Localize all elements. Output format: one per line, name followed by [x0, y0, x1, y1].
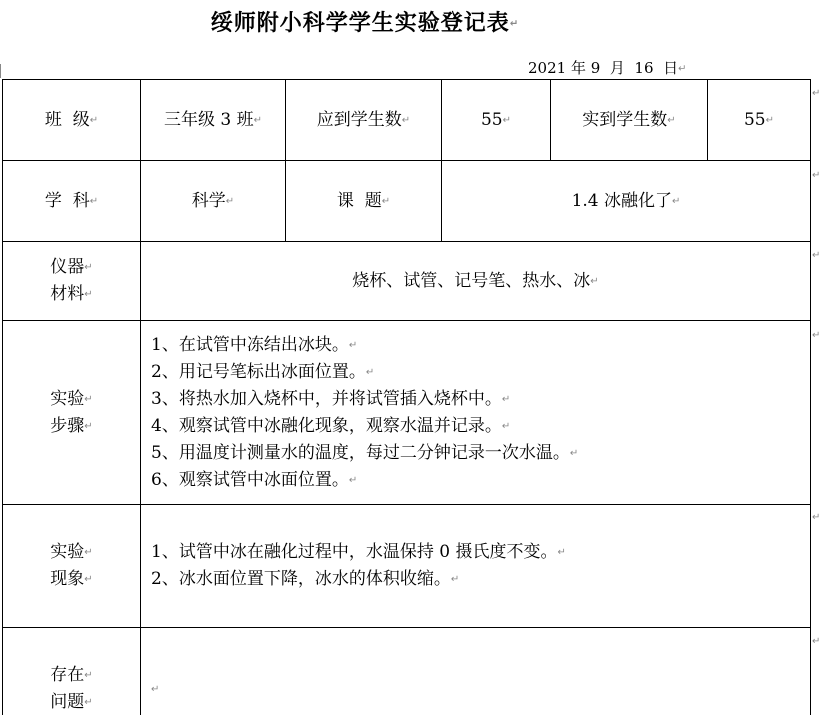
materials-label-cell	[2, 241, 141, 321]
materials-label-line1: 仪器	[50, 257, 85, 277]
topic-value-cell	[441, 160, 811, 242]
form-title-text: 绥师附小科学学生实验登记表	[210, 11, 510, 36]
list-item	[151, 386, 510, 413]
step-text: 3、将热水加入烧杯中，并将试管插入烧杯中。	[151, 388, 502, 409]
paragraph-mark-icon: ↵	[450, 574, 460, 585]
paragraph-mark-icon: ↵	[590, 275, 599, 287]
subject-value: 科学	[191, 190, 226, 211]
margin-tick	[0, 64, 1, 78]
paragraph-mark-icon: ↵	[84, 574, 93, 585]
list-item	[151, 440, 578, 467]
class-label-cell	[2, 79, 141, 161]
list-item	[151, 467, 357, 494]
expected-students-value: 55	[480, 109, 503, 130]
phenomenon-text: 2、冰水面位置下降，冰水的体积收缩。	[151, 569, 451, 589]
paragraph-mark-icon: ↵	[365, 366, 375, 378]
list-item	[151, 332, 357, 359]
paragraph-mark-icon: ↵	[253, 114, 262, 126]
phenomena-label-cell	[2, 504, 141, 628]
record-date	[528, 57, 686, 78]
row-end-mark-icon: ↵	[812, 330, 821, 341]
actual-students-label: 实到学生数	[582, 109, 668, 130]
materials-label-line2: 材料	[50, 284, 85, 304]
phenomenon-text: 1、试管中冰在融化过程中，水温保持 0 摄氏度不变。	[151, 542, 558, 562]
row-end-mark-icon: ↵	[812, 636, 821, 647]
paragraph-mark-icon: ↵	[348, 474, 358, 486]
paragraph-mark-icon: ↵	[348, 339, 358, 351]
topic-label: 课 题	[336, 190, 382, 211]
form-title	[0, 6, 730, 37]
step-text: 4、观察试管中冰融化现象，观察水温并记录。	[151, 415, 502, 436]
subject-label-cell	[2, 160, 141, 242]
topic-value: 1.4 冰融化了	[571, 190, 673, 211]
paragraph-mark-icon: ↵	[84, 420, 93, 432]
paragraph-mark-icon: ↵	[151, 684, 160, 695]
topic-label-cell	[285, 160, 442, 242]
paragraph-mark-icon: ↵	[557, 547, 566, 558]
actual-students-value: 55	[743, 109, 766, 130]
date-year-unit: 年	[570, 59, 586, 77]
subject-label: 学 科	[44, 190, 90, 211]
steps-label-cell	[2, 320, 141, 505]
class-value: 三年级 3 班	[163, 109, 254, 130]
paragraph-mark-icon: ↵	[84, 393, 93, 405]
date-month-unit: 月	[609, 59, 625, 77]
paragraph-mark-icon: ↵	[84, 697, 93, 708]
date-year: 2021	[528, 59, 567, 77]
paragraph-mark-icon: ↵	[401, 114, 411, 126]
subject-value-cell	[140, 160, 286, 242]
materials-value-cell	[140, 241, 811, 321]
date-day: 16	[634, 59, 654, 77]
paragraph-mark-icon: ↵	[84, 670, 93, 681]
issues-value-cell[interactable]	[140, 627, 811, 715]
expected-students-value-cell	[441, 79, 551, 161]
step-text: 5、用温度计测量水的温度，每过二分钟记录一次水温。	[151, 442, 570, 463]
paragraph-mark-icon: ↵	[667, 114, 676, 126]
issues-label-line2: 问题	[50, 692, 85, 712]
list-item	[151, 566, 459, 593]
paragraph-mark-icon: ↵	[569, 447, 579, 459]
actual-students-value-cell	[707, 79, 811, 161]
step-text: 2、用记号笔标出冰面位置。	[151, 361, 366, 382]
materials-value: 烧杯、试管、记号笔、热水、冰	[352, 270, 591, 291]
paragraph-mark-icon: ↵	[381, 195, 391, 207]
paragraph-mark-icon: ↵	[501, 420, 511, 432]
paragraph-mark-icon: ↵	[765, 114, 775, 126]
paragraph-mark-icon: ↵	[509, 18, 520, 30]
paragraph-mark-icon: ↵	[501, 393, 511, 405]
list-item	[151, 539, 566, 566]
list-item	[151, 359, 374, 386]
steps-value-cell	[140, 320, 811, 505]
phenomena-label-line1: 实验	[50, 542, 85, 562]
row-end-mark-icon: ↵	[812, 170, 821, 181]
paragraph-mark-icon: ↵	[502, 114, 512, 126]
phenomena-label-line2: 现象	[50, 569, 85, 589]
paragraph-mark-icon: ↵	[678, 63, 687, 75]
date-day-unit: 日	[663, 59, 679, 77]
row-end-mark-icon: ↵	[812, 512, 821, 523]
expected-students-label: 应到学生数	[316, 109, 402, 130]
actual-students-label-cell	[550, 79, 708, 161]
expected-students-label-cell	[285, 79, 442, 161]
class-value-cell	[140, 79, 286, 161]
paragraph-mark-icon: ↵	[225, 195, 235, 207]
paragraph-mark-icon: ↵	[84, 262, 93, 273]
steps-label-line2: 步骤	[50, 415, 85, 436]
paragraph-mark-icon: ↵	[89, 195, 99, 207]
phenomena-value-cell	[140, 504, 811, 628]
steps-label-line1: 实验	[50, 388, 85, 409]
list-item	[151, 413, 510, 440]
date-month: 9	[590, 59, 601, 77]
step-text: 6、观察试管中冰面位置。	[151, 469, 349, 490]
row-end-mark-icon: ↵	[812, 250, 821, 261]
issues-label-line1: 存在	[50, 665, 85, 685]
paragraph-mark-icon: ↵	[84, 547, 93, 558]
paragraph-mark-icon: ↵	[89, 114, 99, 126]
step-text: 1、在试管中冻结出冰块。	[151, 334, 349, 355]
paragraph-mark-icon: ↵	[672, 195, 681, 207]
issues-label-cell	[2, 627, 141, 715]
paragraph-mark-icon: ↵	[84, 289, 93, 300]
row-end-mark-icon: ↵	[812, 88, 821, 99]
class-label: 班 级	[44, 109, 90, 130]
